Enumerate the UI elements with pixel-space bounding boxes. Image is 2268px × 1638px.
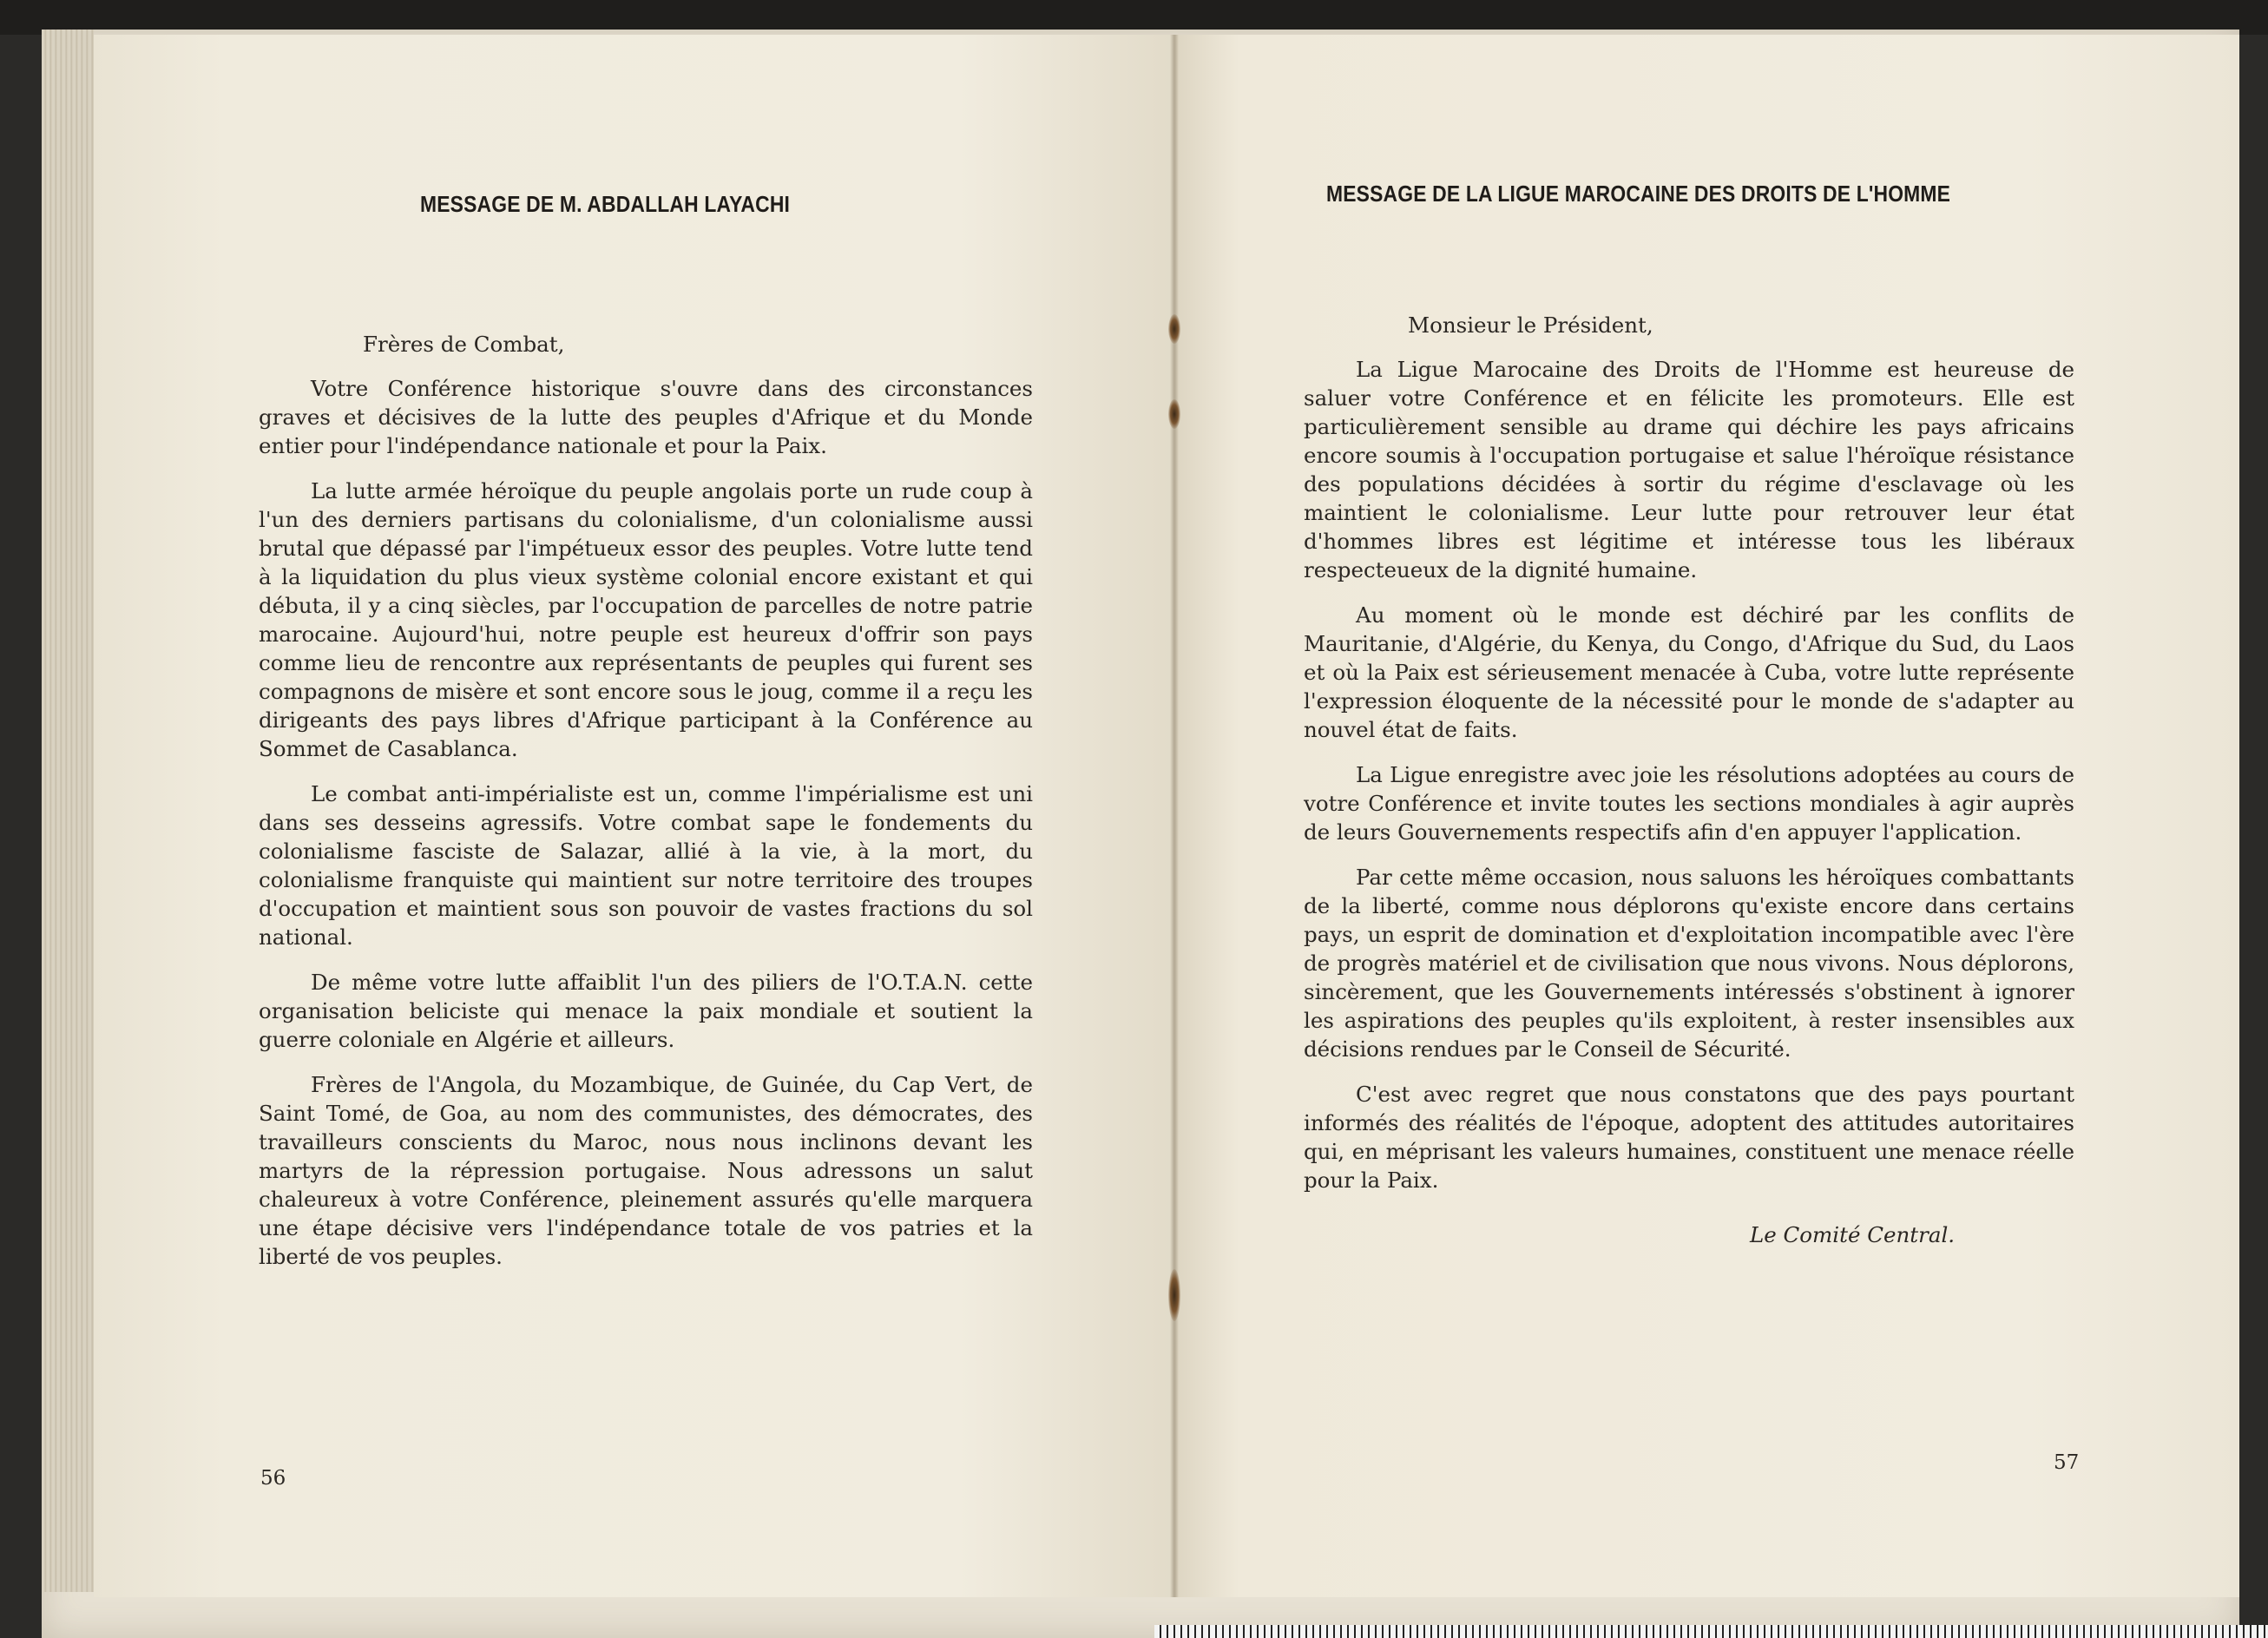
left-paragraph: De même votre lutte affaiblit l'un des piliers de l'O.T.A.N. cette organisation beliciste qui menace la paix mondiale et soutient la guerre coloniale en Algérie et ailleurs. [259,970,1033,1052]
book-gutter [1170,35,1179,1597]
left-paragraph: Le combat anti-impérialiste est un, comme l'impérialisme est uni dans ses desseins agressifs. Votre combat sape le fondements du colonialisme fasciste de Salazar, allié à la vie, à la mort, du colonialisme franquiste qui maintient sur notre territoire des troupes d'occupation et maintient sous son pouvoir de vastes fractions du sol national. [259,781,1033,950]
left-page-body [259,330,1033,1287]
left-paragraph: Frères de l'Angola, du Mozambique, de Guinée, du Cap Vert, de Saint Tomé, de Goa, au nom des communistes, des démocrates, des travailleurs conscients du Maroc, nous nous inclinons devant les martyrs de la répression portugaise. Nous adressons un salut chaleureux à votre Conférence, pleinement assurés qu'elle marquera une étape décisive vers l'indépendance totale de vos patries et la liberté de vos peuples. [259,1072,1033,1269]
left-paragraph: Votre Conférence historique s'ouvre dans des circonstances graves et décisives de la lutte des peuples d'Afrique et du Monde entier pour l'indépendance nationale et pour la Paix. [259,376,1033,458]
right-paragraph: La Ligue Marocaine des Droits de l'Homme est heureuse de saluer votre Conférence et en félicite les promoteurs. Elle est particulièrement sensible au drame qui déchire les pays africains encore soumis à l'occupation portugaise et salue l'héroïque résistance des populations décidées à sortir du régime d'esclavage où les maintient le colonialisme. Leur lutte pour retrouver leur état d'hommes libres est légitime et intéresse tous les libéraux respecteueux de la dignité humaine. [1304,357,2074,582]
right-page-body [1304,311,2074,1211]
burn-mark [1168,399,1180,429]
right-paragraph: La Ligue enregistre avec joie les résolutions adoptées au cours de votre Conférence et invite toutes les sections mondiales à agir auprès de leurs Gouvernements respectifs afin d'en appuyer l'application. [1304,762,2074,845]
right-page-number: 57 [2054,1451,2080,1474]
left-page-title: MESSAGE DE M. ABDALLAH LAYACHI [420,191,791,217]
signature: Le Comité Central. [1750,1222,1956,1247]
burn-mark [1168,1269,1180,1321]
right-paragraph: Par cette même occasion, nous saluons les héroïques combattants de la liberté, comme nous déplorons qu'existe encore dans certains pays, un esprit de domination et d'exploitation incompatible avec l'ère de progrès matériel et de civilisation que nous vivons. Nous déplorons, sincèrement, que les Gouvernements intéressés s'obstinent à ignorer les aspirations des peuples qu'ils exploitent, à rester insensibles aux décisions rendues par le Conseil de Sécurité. [1304,865,2074,1062]
right-page-title: MESSAGE DE LA LIGUE MAROCAINE DES DROITS DE L'HOMME [1326,181,1951,207]
left-paragraph: La lutte armée héroïque du peuple angolais porte un rude coup à l'un des derniers partisans du colonialisme, d'un colonialisme aussi brutal que dépassé par l'impétueux essor des peuples. Votre lutte tend à la liquidation du plus vieux système colonial encore existant et qui débuta, il y a cinq siècles, par l'occupation de parcelles de notre patrie marocaine. Aujourd'hui, notre peuple est heureux d'offrir son pays comme lieu de rencontre aux représentants de peuples qui furent ses compagnons de misère et sont encore sous le joug, comme il a reçu les dirigeants des pays libres d'Afrique participant à la Conférence au Sommet de Casablanca. [259,478,1033,761]
page-stack-edge [42,30,94,1592]
burn-mark [1168,314,1180,344]
scale-ruler [1154,1625,2268,1638]
right-paragraph: Au moment où le monde est déchiré par les conflits de Mauritanie, d'Algérie, du Kenya, du Congo, d'Afrique du Sud, du Laos et où la Paix est sérieusement menacée à Cuba, votre lutte représente l'expression éloquente de la nécessité pour le monde de s'adapter au nouvel état de faits. [1304,602,2074,742]
left-salutation: Frères de Combat, [363,332,565,357]
left-page-number: 56 [260,1467,286,1490]
right-salutation: Monsieur le Président, [1408,312,1653,338]
right-paragraph: C'est avec regret que nous constatons que des pays pourtant informés des réalités de l'époque, adoptent des attitudes autoritaires qui, en méprisant les valeurs humaines, constituent une menace réelle pour la Paix. [1304,1082,2074,1193]
